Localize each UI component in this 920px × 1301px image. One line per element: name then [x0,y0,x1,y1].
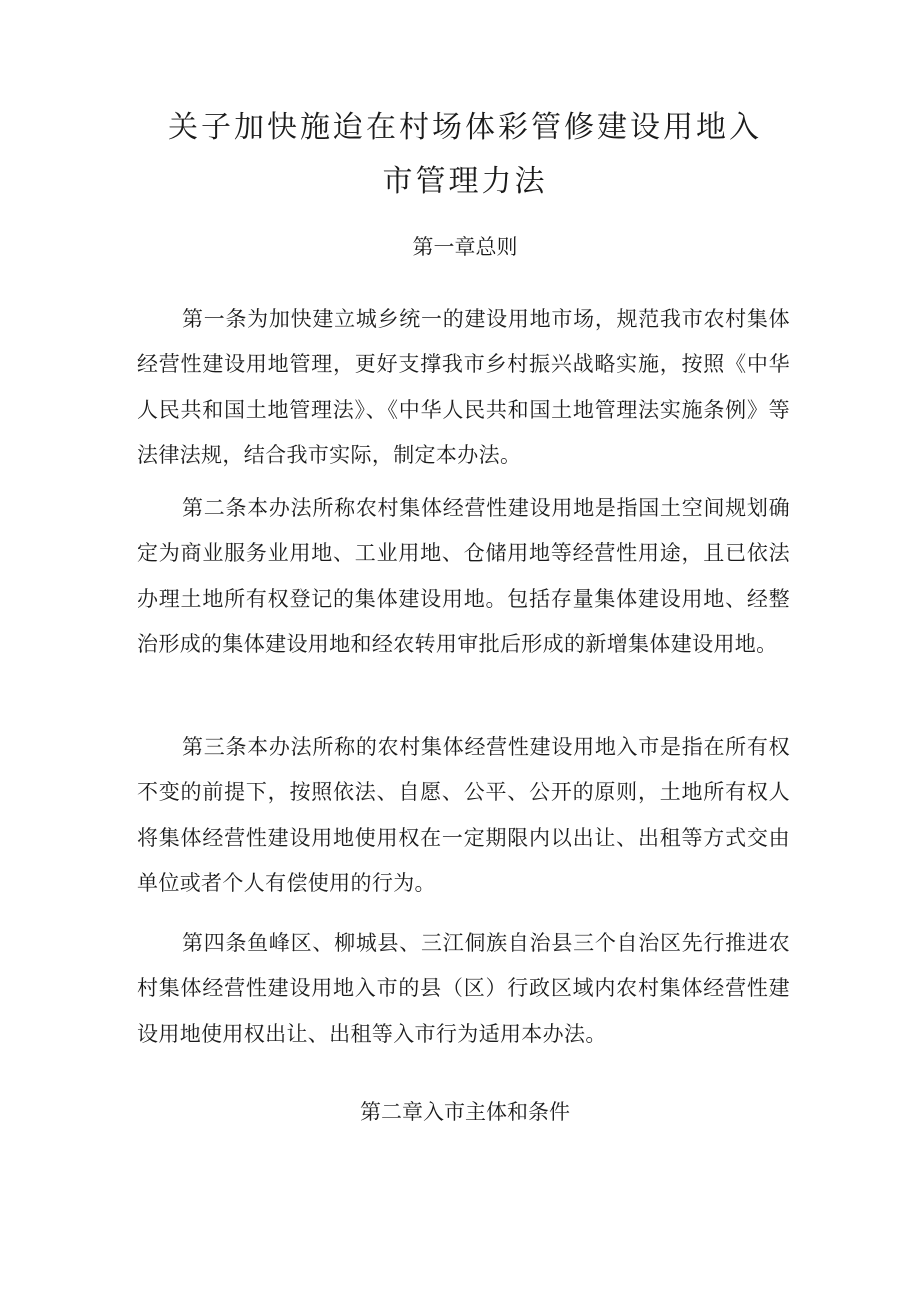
title-line-2: 市管理力法 [382,164,548,199]
chapter-heading-2: 第二章入市主体和条件 [360,1100,570,1124]
article-1: 第一条为加快建立城乡统一的建设用地市场，规范我市农村集体经营性建设用地管理，更好支撑我市乡村振兴战略实施，按照《中华人民共和国土地管理法》、《中华人民共和国土地管理法实施条例》等法律法规，结合我市实际，制定本办法。 [137,307,790,468]
article-4: 第四条鱼峰区、柳城县、三江侗族自治县三个自治区先行推进农村集体经营性建设用地入市的县（区）行政区域内农村集体经营性建设用地使用权出让、出租等入市行为适用本办法。 [137,931,790,1046]
title-line-1: 关子加快施迨在村场体彩管修建设用地入 [168,110,762,145]
document-title [140,101,790,209]
article-3: 第三条本办法所称的农村集体经营性建设用地入市是指在所有权不变的前提下，按照依法、自愿、公平、公开的原则，土地所有权人将集体经营性建设用地使用权在一定期限内以出让、出租等方式交由单位或者个人有偿使用的行为。 [137,735,790,896]
chapter-heading-1: 第一章总则 [412,235,518,259]
article-2: 第二条本办法所称农村集体经营性建设用地是指国土空间规划确定为商业服务业用地、工业用地、仓储用地等经营性用途，且已依法办理土地所有权登记的集体建设用地。包括存量集体建设用地、经整治形成的集体建设用地和经农转用审批后形成的新增集体建设用地。 [137,496,790,657]
